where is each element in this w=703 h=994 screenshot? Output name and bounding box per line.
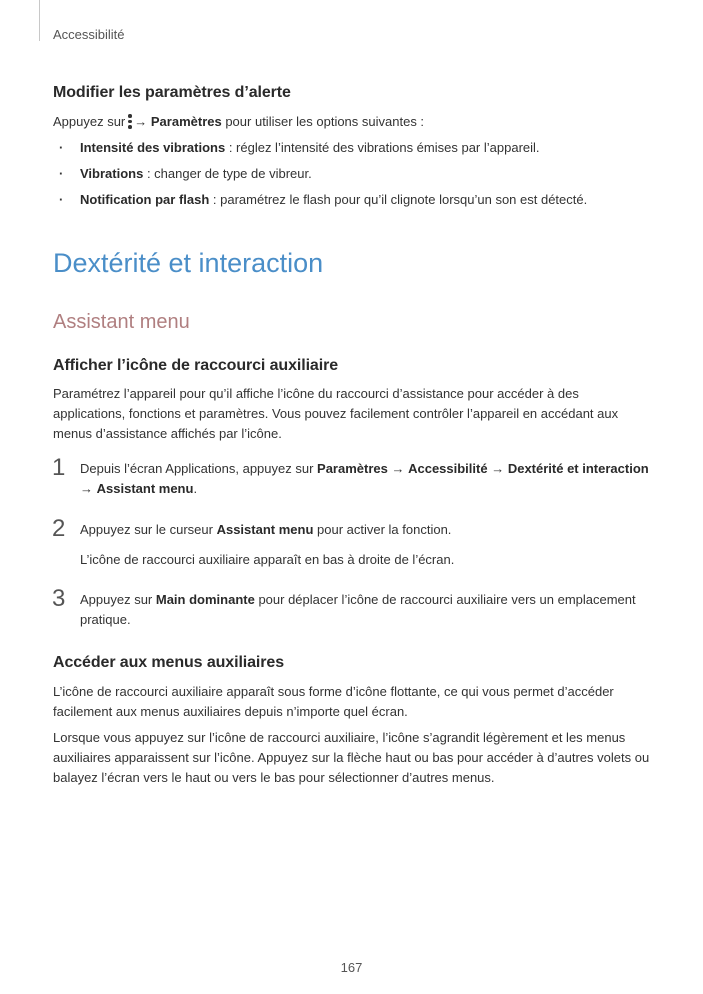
auxiliary-menus-paragraph-1: L’icône de raccourci auxiliaire apparaît sous forme d’icône flottante, ce qui vous permet d’accéder facilement aux menus auxiliaires depuis n’importe quel écran. [53, 684, 614, 719]
auxiliary-menus-heading: Accéder aux menus auxiliaires [53, 654, 284, 671]
more-options-icon [127, 114, 132, 129]
alert-options-list [53, 138, 653, 210]
step-text: Appuyez sur le curseur Assistant menu pour activer la fonction. [80, 522, 452, 537]
step-note: L’icône de raccourci auxiliaire apparaît en bas à droite de l’écran. [80, 552, 455, 567]
step-text: Depuis l’écran Applications, appuyez sur Paramètres → Accessibilité → Dextérité et interaction → Assistant menu. [80, 461, 649, 496]
step-number: 2 [52, 515, 66, 542]
shortcut-paragraph: Paramétrez l’appareil pour qu’il affiche l’icône du raccourci d’assistance pour accéder à des applications, fonctions et paramètres. Vous pouvez facilement contrôler l’appareil en accédant aux menus d’assistance affichés par l’icône. [53, 386, 619, 441]
step-3 [52, 585, 653, 630]
alert-settings-heading: Modifier les paramètres d’alerte [53, 84, 291, 101]
section-title: Dextérité et interaction [53, 248, 324, 278]
list-item: · Vibrations : changer de type de vibreur. [53, 164, 653, 184]
step-number: 3 [52, 585, 66, 612]
page-content [53, 82, 653, 788]
list-item: · Intensité des vibrations : réglez l’intensité des vibrations émises par l’appareil. [53, 138, 653, 158]
step-2 [52, 515, 653, 570]
alert-intro: Appuyez sur → Paramètres pour utiliser les options suivantes : [53, 114, 425, 129]
list-item: · Notification par flash : paramétrez le flash pour qu’il clignote lorsqu’un son est détecté. [53, 190, 653, 210]
step-text: Appuyez sur Main dominante pour déplacer l’icône de raccourci auxiliaire vers un emplacement pratique. [80, 592, 636, 627]
page-number: 167 [340, 960, 363, 975]
step-1 [52, 454, 653, 499]
auxiliary-menus-paragraph-2: Lorsque vous appuyez sur l’icône de raccourci auxiliaire, l’icône s’agrandit légèrement et les menus auxiliaires apparaissent sur l’icône. Appuyez sur la flèche haut ou bas pour accéder à d’autres volets ou balayez l’écran vers le haut ou vers le bas pour sélectionner d’autres menus. [53, 730, 650, 785]
step-number: 1 [52, 454, 66, 481]
shortcut-heading: Afficher l’icône de raccourci auxiliaire [53, 357, 339, 374]
subsection-title: Assistant menu [53, 311, 190, 333]
header-divider [39, 0, 40, 41]
running-header: Accessibilité [53, 27, 125, 42]
